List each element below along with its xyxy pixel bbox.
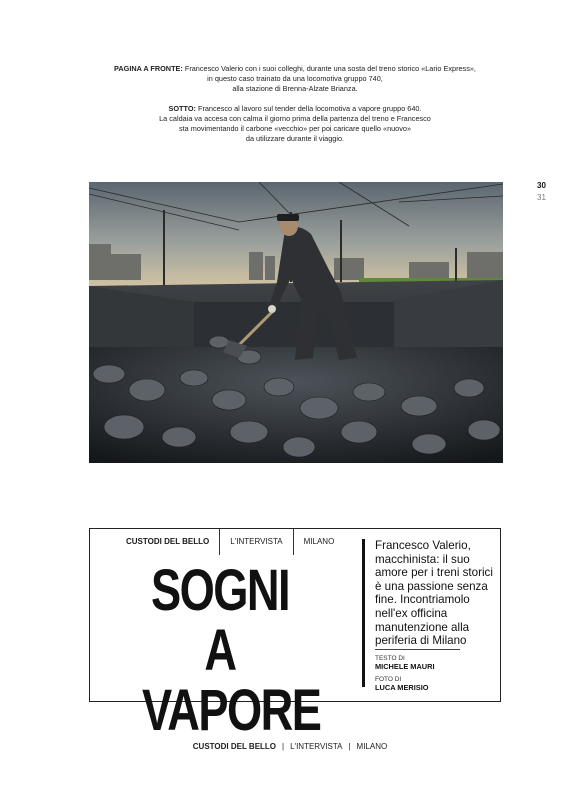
caption-text-2b: La caldaia va accesa con calma il giorno prima della partenza del treno e Francesco (159, 113, 431, 123)
section-tags (90, 529, 344, 555)
coal-tender-photo (89, 182, 503, 463)
footer-section: CUSTODI DEL BELLO (192, 742, 277, 751)
page-number-next: 31 (537, 193, 546, 202)
caption-label-1: PAGINA A FRONTE: (114, 64, 183, 73)
article-title (142, 558, 321, 743)
caption-paragraph-1 (90, 64, 500, 95)
caption-text-1b: in questo caso trainato da una locomotiva gruppo 740, (207, 74, 383, 84)
text-credit-label: TESTO DI (375, 655, 405, 662)
title-line-2: A VAPORE (142, 618, 321, 743)
footer-category: L'INTERVISTA (290, 742, 343, 751)
title-line-1: SOGNI (150, 558, 289, 623)
page-footer (0, 742, 580, 751)
article-header-box (89, 528, 501, 743)
divider-line (362, 539, 365, 687)
caption-text-2c: sta movimentando il carbone «vecchio» per poi caricare quello «nuovo» (178, 124, 412, 134)
tag-location: MILANO (303, 537, 335, 546)
caption-paragraph-2 (90, 104, 500, 145)
page-numbers (537, 180, 546, 204)
text-credit-author: MICHELE MAURI (375, 662, 435, 671)
caption-text-1c: alla stazione di Brenna-Alzate Brianza. (232, 84, 358, 94)
footer-location: MILANO (356, 742, 388, 751)
photo-credit-label: FOTO DI (375, 676, 402, 683)
caption-text-2a: Francesco al lavoro sul tender della locomotiva a vapore gruppo 640. (195, 103, 422, 113)
article-credits (375, 655, 435, 692)
article-intro: Francesco Valerio, macchinista: il suo amore per i treni storici è una passione senza fine. Incontriamolo nell'ex officina manutenzione alla periferia di Milano (375, 539, 493, 648)
caption-text-1a: Francesco Valerio con i suoi colleghi, durante una sosta del treno storico «Lario Express», (182, 64, 476, 73)
tag-section: CUSTODI DEL BELLO (90, 529, 220, 555)
tag-category: L'INTERVISTA (220, 529, 293, 555)
credits-separator (375, 649, 460, 650)
footer-pipe-1: | (282, 742, 285, 751)
footer-pipe-2: | (348, 742, 351, 751)
photo-credit-author: LUCA MERISIO (375, 683, 429, 692)
caption-label-2: SOTTO: (168, 103, 196, 113)
caption-text-2d: da utilizzare durante il viaggio. (245, 134, 345, 144)
photo-caption (90, 64, 500, 153)
page-number-current: 30 (537, 181, 546, 190)
